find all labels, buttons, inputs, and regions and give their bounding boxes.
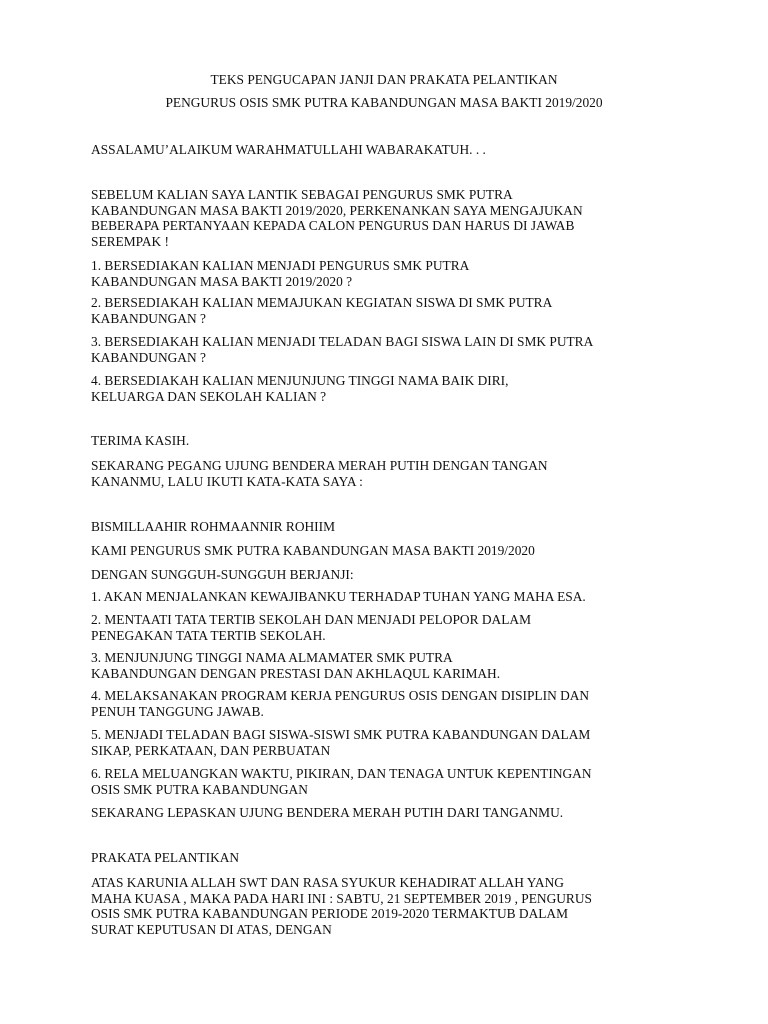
document-title: TEKS PENGUCAPAN JANJI DAN PRAKATA PELANTIKAN <box>210 72 558 87</box>
prakata-line: SURAT KEPUTUSAN DI ATAS, DENGAN <box>91 921 332 937</box>
oath-line: 1. AKAN MENJALANKAN KEWAJIBANKU TERHADAP TUHAN YANG MAHA ESA. <box>91 589 586 604</box>
oath-line: 2. MENTAATI TATA TERTIB SEKOLAH DAN MENJADI PELOPOR DALAM <box>91 612 531 627</box>
oath-item <box>91 612 671 643</box>
oath-line: 6. RELA MELUANGKAN WAKTU, PIKIRAN, DAN TENAGA UNTUK KEPENTINGAN <box>91 766 592 781</box>
oath-line: SIKAP, PERKATAAN, DAN PERBUATAN <box>91 742 331 758</box>
question-line: KELUARGA DAN SEKOLAH KALIAN ? <box>91 388 327 404</box>
release-text: SEKARANG LEPASKAN UJUNG BENDERA MERAH PUTIH DARI TANGANMU. <box>91 805 564 820</box>
thanks-text: TERIMA KASIH. <box>91 433 190 448</box>
question-line: KABANDUNGAN ? <box>91 349 206 365</box>
flag-instruction <box>91 458 671 489</box>
question-line: 4. BERSEDIAKAH KALIAN MENJUNJUNG TINGGI NAMA BAIK DIRI, <box>91 373 509 388</box>
oath-item <box>91 589 671 605</box>
oath-item <box>91 650 671 681</box>
oath-line: OSIS SMK PUTRA KABANDUNGAN <box>91 781 308 797</box>
oath-line: KABANDUNGAN DENGAN PRESTASI DAN AKHLAQUL KARIMAH. <box>91 665 501 681</box>
question-item <box>91 373 671 404</box>
prakata-line: MAHA KUASA , MAKA PADA HARI INI : SABTU, 21 SEPTEMBER 2019 , PENGURUS <box>91 890 592 906</box>
question-item <box>91 295 671 326</box>
intro-line: SEBELUM KALIAN SAYA LANTIK SEBAGAI PENGURUS SMK PUTRA <box>91 187 513 202</box>
prakata-heading: PRAKATA PELANTIKAN <box>91 850 240 865</box>
greeting: ASSALAMU’ALAIKUM WARAHMATULLAHI WABARAKATUH. . . <box>91 142 486 157</box>
document-subtitle: PENGURUS OSIS SMK PUTRA KABANDUNGAN MASA BAKTI 2019/2020 <box>165 95 603 110</box>
question-line: KABANDUNGAN MASA BAKTI 2019/2020 ? <box>91 273 353 289</box>
flag-instruction-line: SEKARANG PEGANG UJUNG BENDERA MERAH PUTIH DENGAN TANGAN <box>91 458 548 473</box>
intro-line: KABANDUNGAN MASA BAKTI 2019/2020, PERKENANKAN SAYA MENGAJUKAN <box>91 202 583 218</box>
question-item <box>91 258 671 289</box>
oath-pledge: DENGAN SUNGGUH-SUNGGUH BERJANJI: <box>91 567 354 582</box>
oath-item <box>91 727 671 758</box>
oath-intro: KAMI PENGURUS SMK PUTRA KABANDUNGAN MASA BAKTI 2019/2020 <box>91 543 535 558</box>
intro-line: BEBERAPA PERTANYAAN KEPADA CALON PENGURUS DAN HARUS DI JAWAB <box>91 218 575 233</box>
question-item <box>91 334 671 365</box>
bismillah-text: BISMILLAAHIR ROHMAANNIR ROHIIM <box>91 519 336 534</box>
intro-paragraph <box>91 187 671 249</box>
prakata-line: OSIS SMK PUTRA KABANDUNGAN PERIODE 2019-2020 TERMAKTUB DALAM <box>91 906 569 921</box>
question-line: 1. BERSEDIAKAN KALIAN MENJADI PENGURUS SMK PUTRA <box>91 258 470 273</box>
oath-item <box>91 688 671 719</box>
oath-item <box>91 766 671 797</box>
prakata-line: ATAS KARUNIA ALLAH SWT DAN RASA SYUKUR KEHADIRAT ALLAH YANG <box>91 875 564 890</box>
intro-line: SEREMPAK ! <box>91 233 170 249</box>
oath-line: 5. MENJADI TELADAN BAGI SISWA-SISWI SMK PUTRA KABANDUNGAN DALAM <box>91 727 591 742</box>
flag-instruction-line: KANANMU, LALU IKUTI KATA-KATA SAYA : <box>91 473 363 489</box>
oath-line: PENUH TANGGUNG JAWAB. <box>91 703 264 719</box>
question-line: 2. BERSEDIAKAH KALIAN MEMAJUKAN KEGIATAN SISWA DI SMK PUTRA <box>91 295 553 310</box>
prakata-paragraph <box>91 875 671 937</box>
question-line: 3. BERSEDIAKAH KALIAN MENJADI TELADAN BAGI SISWA LAIN DI SMK PUTRA <box>91 334 594 349</box>
oath-line: PENEGAKAN TATA TERTIB SEKOLAH. <box>91 627 326 643</box>
oath-line: 3. MENJUNJUNG TINGGI NAMA ALMAMATER SMK PUTRA <box>91 650 453 665</box>
oath-line: 4. MELAKSANAKAN PROGRAM KERJA PENGURUS OSIS DENGAN DISIPLIN DAN <box>91 688 590 703</box>
question-line: KABANDUNGAN ? <box>91 310 206 326</box>
